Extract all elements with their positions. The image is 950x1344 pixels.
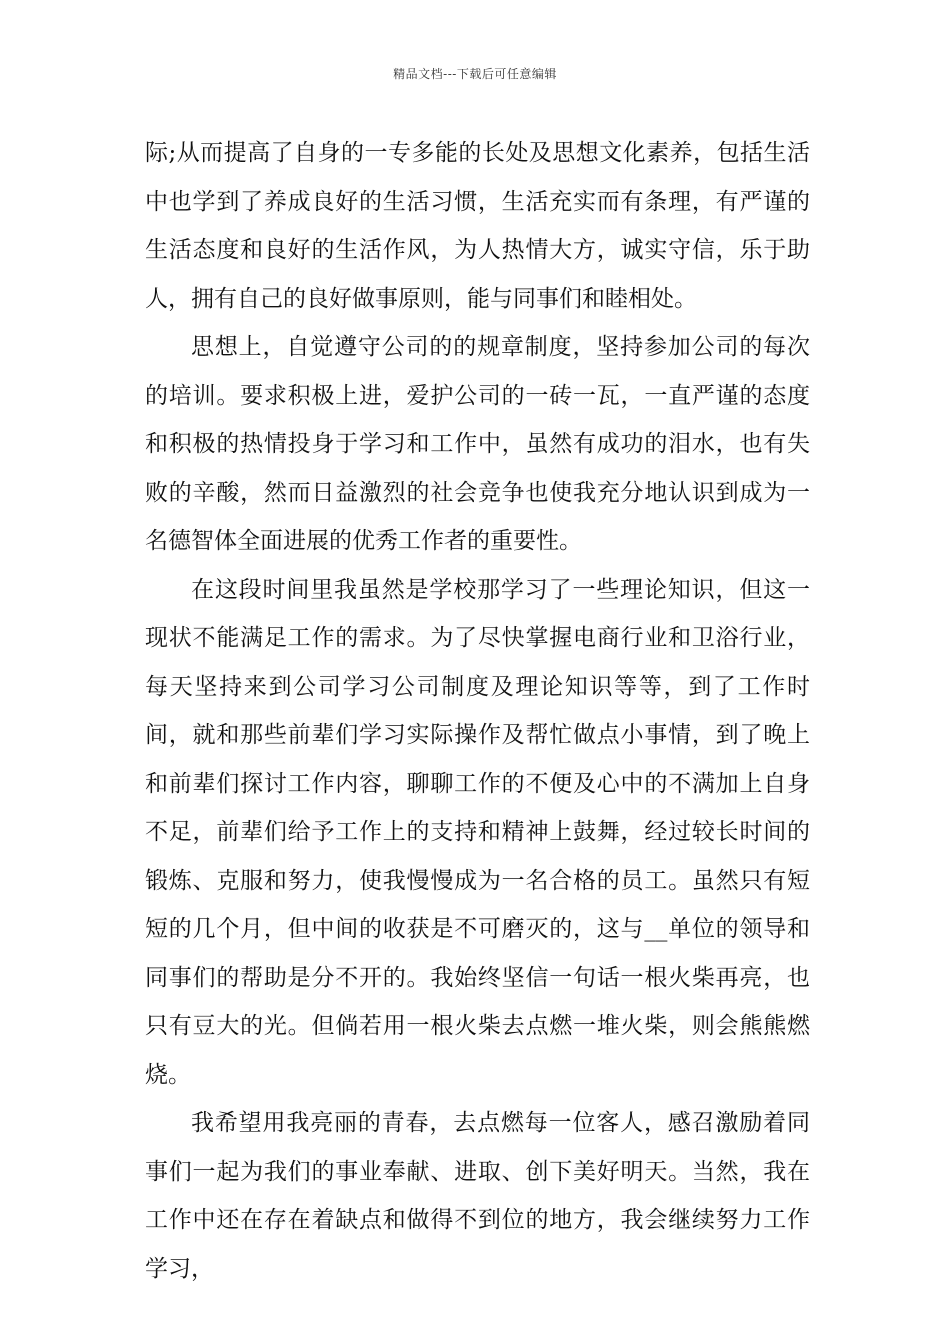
paragraph-thinking: 思想上，自觉遵守公司的的规章制度，坚持参加公司的每次的培训。要求积极上进，爱护公司的一砖一瓦，一直严谨的态度和积极的热情投身于学习和工作中，虽然有成功的泪水，也有失败的辛酸，然而日益激烈的社会竞争也使我充分地认识到成为一名德智体全面进展的优秀工作者的重要性。 bbox=[145, 334, 810, 554]
paragraph-hope: 我希望用我亮丽的青春，去点燃每一位客人，感召激励着同事们一起为我们的事业奉献、进取、创下美好明天。当然，我在工作中还在存在着缺点和做得不到位的地方，我会继续努力工作学习， bbox=[145, 1110, 810, 1282]
document-body bbox=[145, 129, 810, 1293]
page-header: 精品文档---下载后可任意编辑 bbox=[393, 67, 557, 81]
paragraph-continuation: 际;从而提高了自身的一专多能的长处及思想文化素养，包括生活中也学到了养成良好的生活习惯，生活充实而有条理，有严谨的生活态度和良好的生活作风，为人热情大方，诚实守信，乐于助人，拥有自己的良好做事原则，能与同事们和睦相处。 bbox=[145, 140, 810, 312]
paragraph-learning: 在这段时间里我虽然是学校那学习了一些理论知识，但这一现状不能满足工作的需求。为了尽快掌握电商行业和卫浴行业，每天坚持来到公司学习公司制度及理论知识等等，到了工作时间，就和那些前辈们学习实际操作及帮忙做点小事情，到了晚上和前辈们探讨工作内容，聊聊工作的不便及心中的不满加上自身不足，前辈们给予工作上的支持和精神上鼓舞，经过较长时间的锻炼、克服和努力，使我慢慢成为一名合格的员工。虽然只有短短的几个月，但中间的收获是不可磨灭的，这与__单位的领导和同事们的帮助是分不开的。我始终坚信一句话一根火柴再亮，也只有豆大的光。但倘若用一根火柴去点燃一堆火柴，则会熊熊燃烧。 bbox=[145, 576, 810, 1088]
